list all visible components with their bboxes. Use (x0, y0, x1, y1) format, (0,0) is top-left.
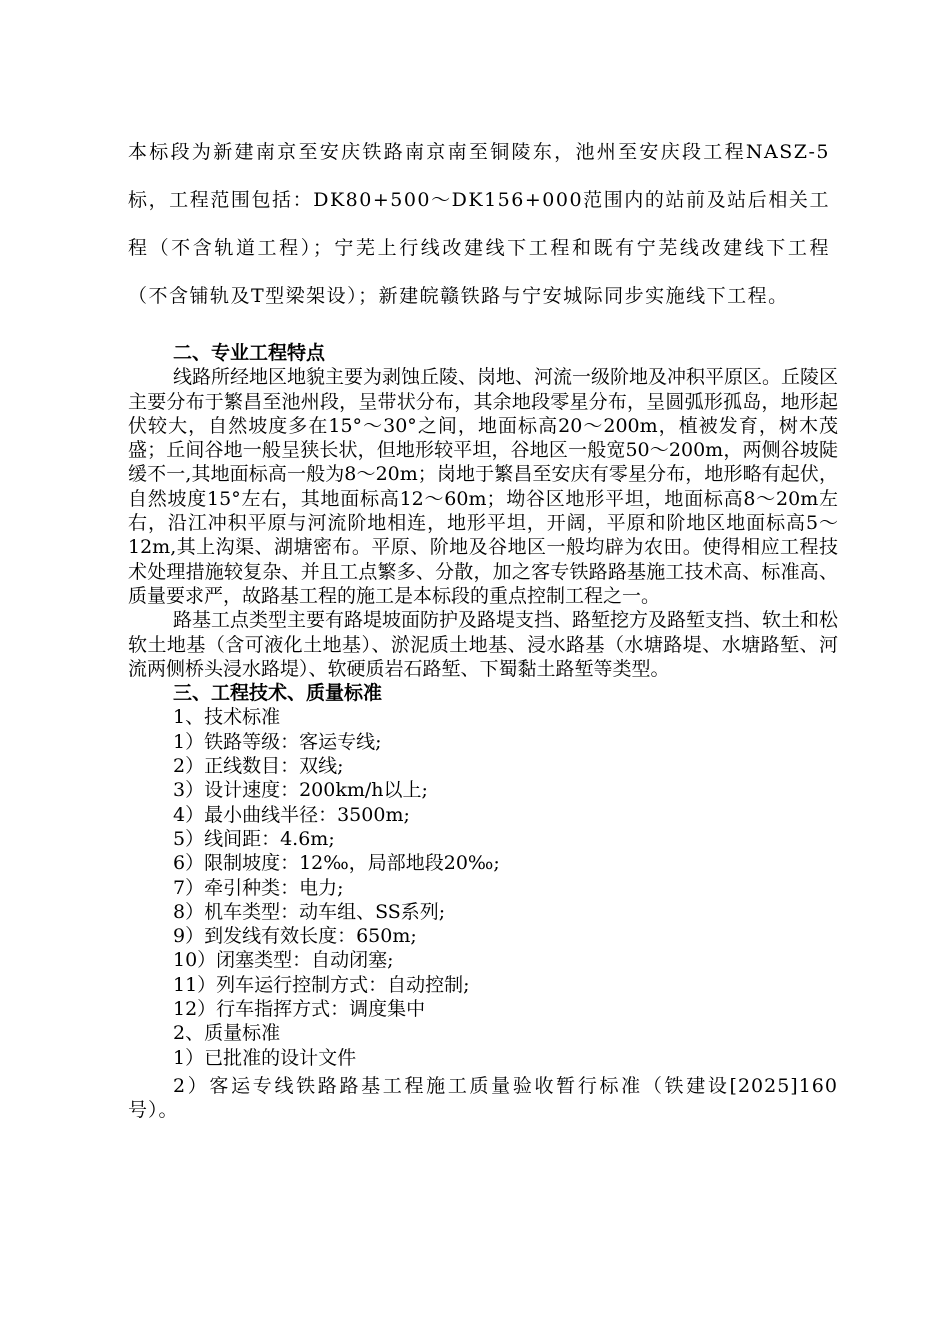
tech-item-7: 7）牵引种类：电力; (173, 876, 344, 899)
tech-item-8: 8）机车类型：动车组、SS系列; (173, 900, 446, 923)
document-body (128, 341, 838, 1123)
subsection-technical-standards: 1、技术标准 (173, 706, 281, 729)
tech-item-4: 4）最小曲线半径：3500m; (173, 803, 410, 826)
tech-item-5: 5）线间距：4.6m; (173, 827, 335, 850)
quality-item-2: 2）客运专线铁路路基工程施工质量验收暂行标准（铁建设[2025]160号）。 (128, 1074, 838, 1122)
section-2-paragraph-2: 路基工点类型主要有路堤坡面防护及路堤支挡、路堑挖方及路堑支挡、软土和松软土地基（含可液化土地基）、淤泥质土地基、浸水路基（水塘路堤、水塘路堑、河流两侧桥头浸水路堤）、软硬质岩石路堑、下蜀黏土路堑等类型。 (128, 609, 839, 680)
section-2-paragraph-1: 线路所经地区地貌主要为剥蚀丘陵、岗地、河流一级阶地及冲积平原区。丘陵区主要分布于繁昌至池州段，呈带状分布，其余地段零星分布，呈圆弧形孤岛，地形起伏较大，自然坡度多在15°～30°之间，地面标高20～200m，植被发育，树木茂盛；丘间谷地一般呈狭长状，但地形较平坦，谷地区一般宽50～200m，两侧谷坡陡缓不一,其地面标高一般为8～20m；岗地于繁昌至安庆有零星分布，地形略有起伏，自然坡度15°左右，其地面标高12～60m；坳谷区地形平坦，地面标高8～20m左右，沿江冲积平原与河流阶地相连，地形平坦，开阔，平原和阶地区地面标高5～12m,其上沟渠、湖塘密布。平原、阶地及谷地区一般均辟为农田。使得相应工程技术处理措施较复杂、并且工点繁多、分散，加之客专铁路路基施工技术高、标准高、质量要求严，故路基工程的施工是本标段的重点控制工程之一。 (128, 366, 839, 607)
tech-item-10: 10）闭塞类型：自动闭塞; (173, 949, 394, 972)
intro-text: 本标段为新建南京至安庆铁路南京南至铜陵东，池州至安庆段工程NASZ-5标，工程范围包括：DK80+500～DK156+000范围内的站前及站后相关工程（不含轨道工程）；宁芜上行线改建线下工程和既有宁芜线改建线下工程（不含铺轨及T型梁架设）；新建皖赣铁路与宁安城际同步实施线下工程。 (128, 141, 830, 307)
section-3-heading: 三、工程技术、质量标准 (173, 682, 383, 705)
tech-item-12: 12）行车指挥方式：调度集中 (173, 998, 426, 1021)
tech-item-11: 11）列车运行控制方式：自动控制; (173, 973, 470, 996)
tech-item-3: 3）设计速度：200km/h以上; (173, 779, 428, 802)
quality-item-1: 1）已批准的设计文件 (173, 1046, 357, 1069)
section-2-heading: 二、专业工程特点 (173, 342, 326, 364)
tech-item-6: 6）限制坡度：12‰，局部地段20‰; (173, 852, 500, 875)
subsection-quality-standards: 2、质量标准 (173, 1022, 281, 1045)
tech-item-1: 1）铁路等级：客运专线; (173, 730, 382, 753)
intro-paragraph (128, 128, 830, 320)
tech-item-9: 9）到发线有效长度：650m; (173, 925, 417, 948)
tech-item-2: 2）正线数目：双线; (173, 755, 344, 778)
